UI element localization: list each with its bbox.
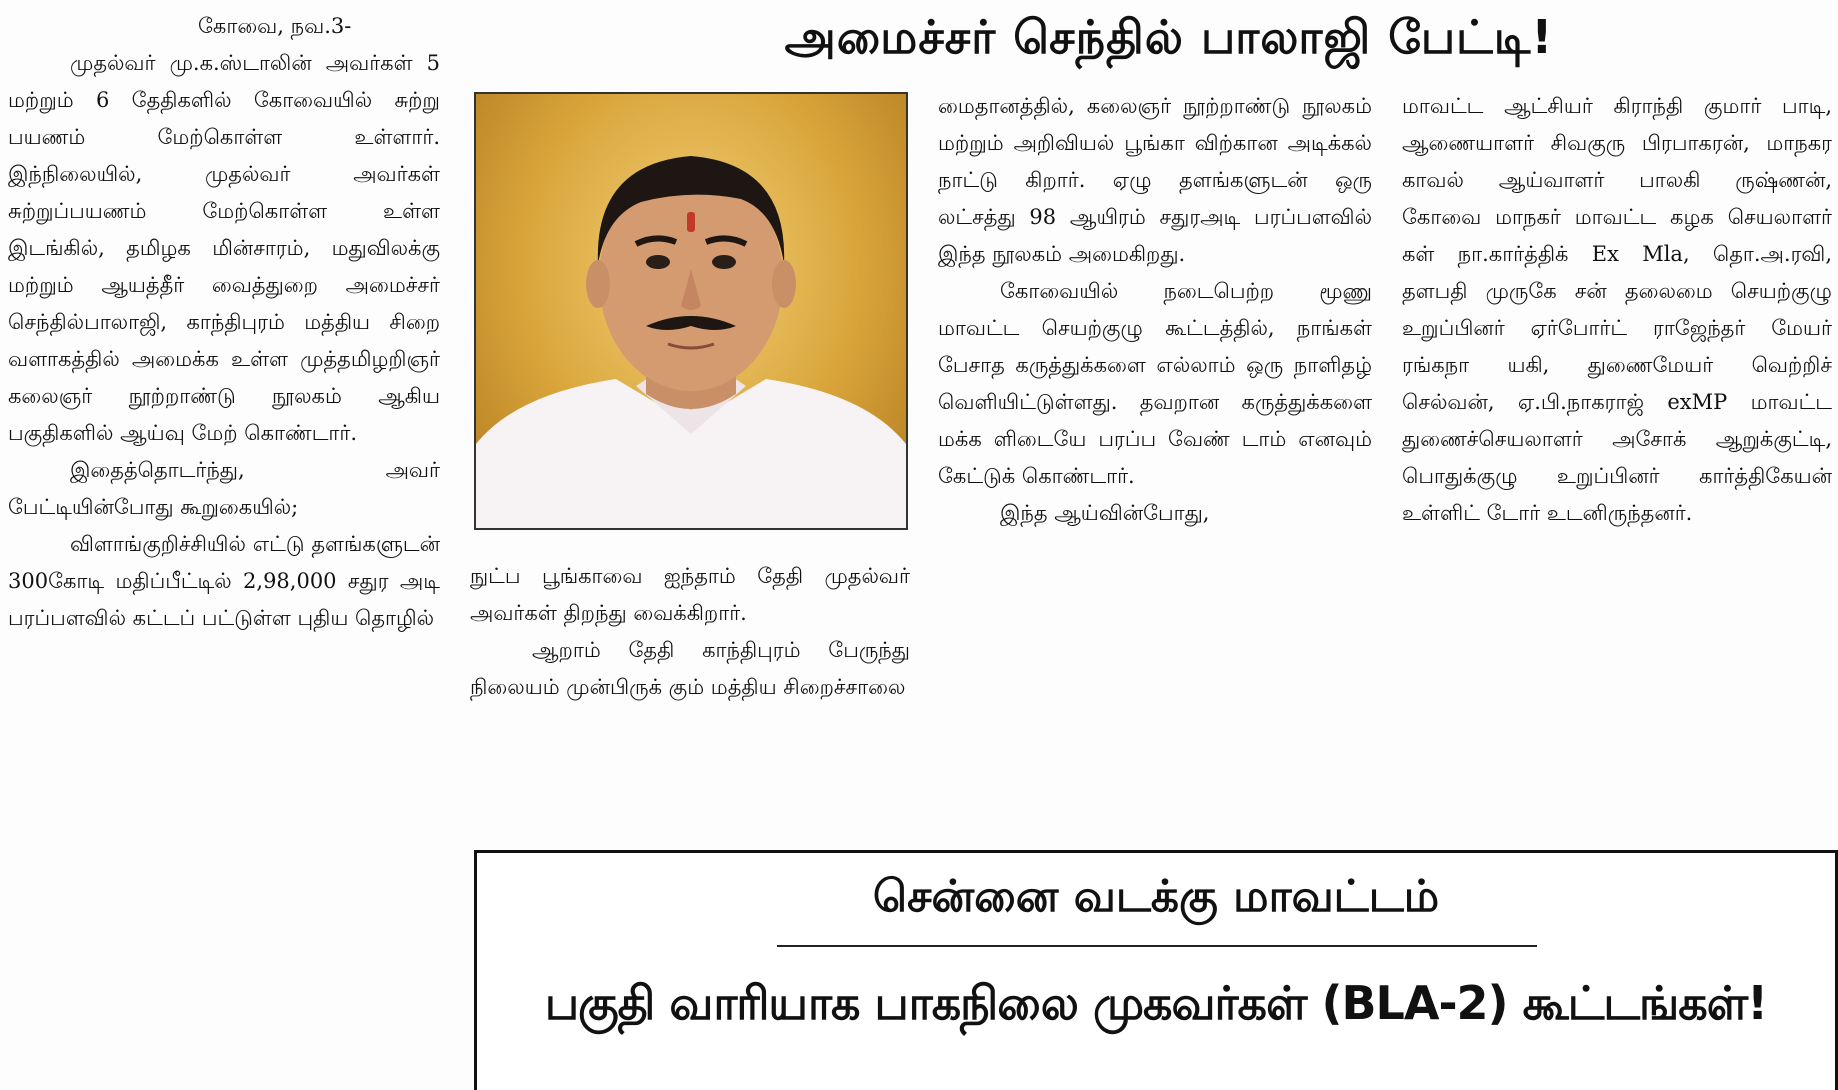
column3-paragraph-2: கோவையில் நடைபெற்ற மூணு மாவட்ட செயற்குழு கூட்டத்தில், நாங்கள் பேசாத கருத்துக்களை எல்லாம் ஒரு நாளிதழ் வெளியிட்டுள்ளது. தவறான கருத்துக்களை மக்க ளிடையே பரப்ப வேண் டாம் எனவும் கேட்டுக் கொண்டார். <box>938 279 1372 488</box>
banner-title: சென்னை வடக்கு மாவட்டம் <box>872 871 1440 922</box>
column1-paragraph-2: இதைத்தொடர்ந்து, அவர் பேட்டியின்போது கூறுகையில்; <box>8 458 440 519</box>
minister-portrait-photo <box>474 92 908 530</box>
column1-paragraph-3: விளாங்குறிச்சியில் எட்டு தளங்களுடன் 300கோடி மதிப்பீட்டில் 2,98,000 சதுர அடி பரப்பளவில் கட்டப் பட்டுள்ள புதிய தொழில் <box>8 532 440 630</box>
article-column-4 <box>1402 88 1832 818</box>
advertisement-banner <box>474 850 1838 1090</box>
banner-subtitle: பகுதி வாரியாக பாகநிலை முகவர்கள் (BLA-2) கூட்டங்கள்! <box>544 976 1768 1030</box>
dateline: கோவை, நவ.3- <box>198 14 352 38</box>
column2-paragraph-2: ஆறாம் தேதி காந்திபுரம் பேருந்து நிலையம் முன்பிருக் கும் மத்திய சிறைச்சாலை <box>470 638 910 699</box>
column1-paragraph-1: முதல்வர் மு.க.ஸ்டாலின் அவர்கள் 5 மற்றும் 6 தேதிகளில் கோவையில் சுற்று பயணம் மேற்கொள்ள உள்ளார். இந்நிலையில், முதல்வர் அவர்கள் சுற்றுப்பயணம் மேற்கொள்ள உள்ள இடங்கில், தமிழக மின்சாரம், மதுவிலக்கு மற்றும் ஆயத்தீர் வைத்துறை அமைச்சர் செந்தில்பாலாஜி, காந்திபுரம் மத்திய சிறை வளாகத்தில் அமைக்க உள்ள முத்தமிழறிஞர் கலைஞர் நூற்றாண்டு நூலகம் ஆகிய பகுதிகளில் ஆய்வு மேற் கொண்டார். <box>8 51 440 445</box>
article-column-2 <box>470 558 910 818</box>
column3-paragraph-3: இந்த ஆய்வின்போது, <box>1000 501 1210 525</box>
headline: அமைச்சர் செந்தில் பாலாஜி பேட்டி! <box>784 10 1554 64</box>
article-column-1 <box>8 8 440 1090</box>
banner-divider <box>777 945 1537 947</box>
column4-paragraph-1: மாவட்ட ஆட்சியர் கிராந்தி குமார் பாடி, ஆணையாளர் சிவகுரு பிரபாகரன், மாநகர காவல் ஆய்வாளர் பாலகி ருஷ்ணன், கோவை மாநகர் மாவட்ட கழக செயலாளர் கள் நா.கார்த்திக் Ex Mla, தொ.அ.ரவி, தளபதி முருகே சன் தலைமை செயற்குழு உறுப்பினர் ஏர்போர்ட் ராஜேந்தர் மேயர் ரங்கநா யகி, துணைமேயர் வெற்றிச் செல்வன், ஏ.பி.நாகராஜ் exMP மாவட்ட துணைச்செயலாளர் அசோக் ஆறுக்குட்டி, பொதுக்குழு உறுப்பினர் கார்த்திகேயன் உள்ளிட் டோர் உடனிருந்தனர். <box>1402 94 1832 525</box>
article-column-3 <box>938 88 1372 858</box>
portrait-illustration <box>476 94 906 528</box>
column3-paragraph-1: மைதானத்தில், கலைஞர் நூற்றாண்டு நூலகம் மற்றும் அறிவியல் பூங்கா விற்கான அடிக்கல் நாட்டு கிறார். ஏழு தளங்களுடன் ஒரு லட்சத்து 98 ஆயிரம் சதுரஅடி பரப்பளவில் இந்த நூலகம் அமைகிறது. <box>938 94 1372 266</box>
column2-paragraph-1: நுட்ப பூங்காவை ஐந்தாம் தேதி முதல்வர் அவர்கள் திறந்து வைக்கிறார். <box>470 564 910 625</box>
